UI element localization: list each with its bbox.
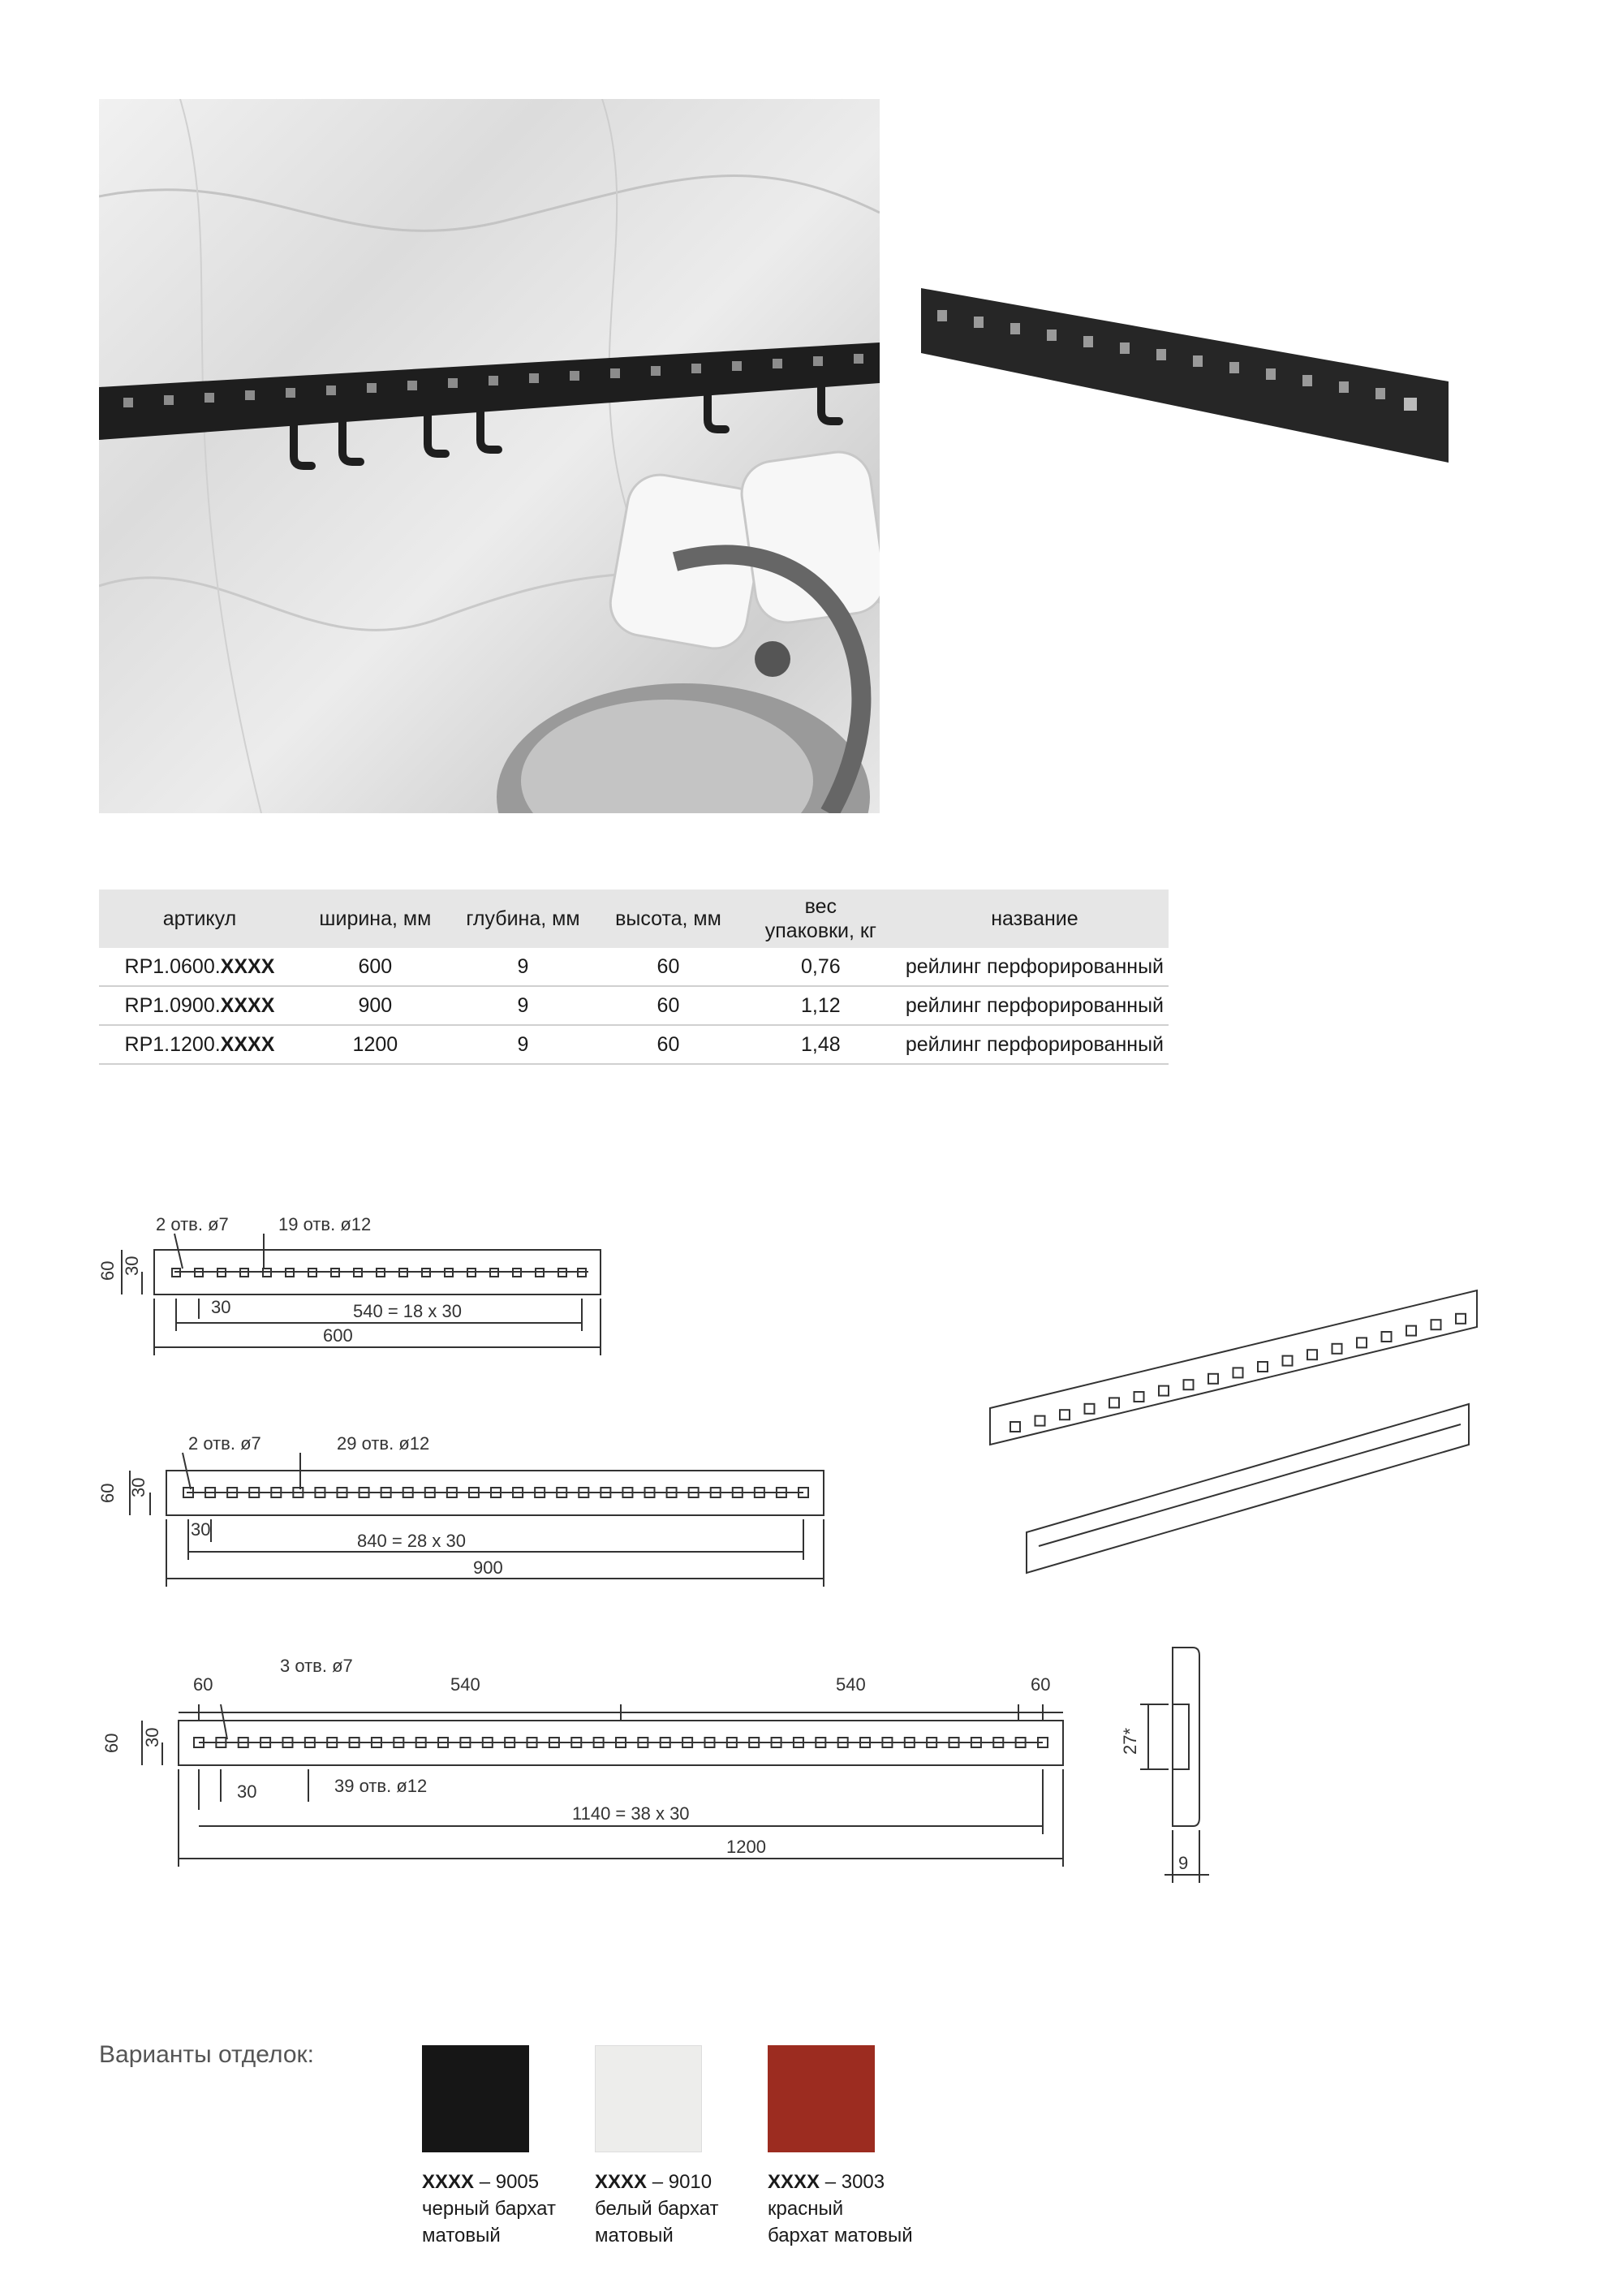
finishes-title: Варианты отделок: [99,2041,314,2068]
cell-article [99,1025,300,1064]
finish-desc-2: бархат матовый [768,2225,913,2246]
dim-900-height: 60 [97,1483,118,1503]
article-prefix: RP1.1200. [124,1032,221,1056]
finish-caption-red [768,2169,938,2249]
cell-article [99,986,300,1025]
finish-code: XXXX [768,2171,820,2193]
finish-desc-1: черный бархат [422,2198,556,2220]
article-prefix: RP1.0600. [124,954,221,978]
dim-1200-pitch: 30 [237,1781,257,1802]
dim-900-span: 840 = 28 x 30 [357,1531,466,1551]
cell-height: 60 [596,986,741,1025]
dim-600-offset: 30 [122,1256,142,1276]
header-weight [741,890,901,948]
header-article: артикул [99,890,300,948]
cell-weight: 1,12 [741,986,901,1025]
finish-caption-black [422,2169,592,2249]
dim-1200-half-left: 540 [450,1674,480,1695]
cell-article [99,948,300,986]
spec-table [99,890,1169,1065]
dim-900-holes-large: 29 отв. ø12 [337,1433,430,1454]
cell-weight: 0,76 [741,948,901,986]
kitchen-photo [99,99,880,813]
rail-photo [921,203,1449,592]
header-name: название [901,890,1169,948]
technical-drawings [0,1185,1623,1899]
table-header-row [99,890,1169,948]
article-suffix: XXXX [220,1032,275,1056]
table-row [99,948,1169,986]
table-row [99,986,1169,1025]
dim-900-offset: 30 [128,1477,149,1497]
dim-600-span: 540 = 18 x 30 [353,1301,462,1321]
cell-weight: 1,48 [741,1025,901,1064]
header-weight-line1: вес [804,895,837,918]
swatch-black [422,2045,529,2152]
header-height: высота, мм [596,890,741,948]
dim-1200-height: 60 [101,1733,122,1753]
dim-1200-half-right: 540 [836,1674,866,1695]
dim-1200-holes-small: 3 отв. ø7 [280,1656,353,1676]
swatch-red [768,2045,875,2152]
finish-desc-2: матовый [422,2225,501,2246]
profile-outline [1173,1648,1199,1826]
header-width: ширина, мм [300,890,450,948]
dim-900-pitch: 30 [191,1519,211,1540]
iso-rail-back [1027,1404,1469,1573]
cell-width: 1200 [300,1025,450,1064]
finish-number: – 9005 [474,2171,540,2193]
dim-600-height: 60 [97,1260,118,1281]
dim-1200-left-margin: 60 [193,1674,213,1695]
dim-1200-holes-large: 39 отв. ø12 [334,1776,428,1796]
article-suffix: XXXX [220,954,275,978]
dim-600-holes-large: 19 отв. ø12 [278,1214,372,1234]
cell-name: рейлинг перфорированный [901,1025,1169,1064]
cell-height: 60 [596,948,741,986]
kitchen-photo-art [99,99,880,813]
dim-600-holes-small: 2 отв. ø7 [156,1214,229,1234]
article-suffix: XXXX [220,993,275,1017]
cell-width: 900 [300,986,450,1025]
finish-number: – 9010 [647,2171,712,2193]
finish-desc-2: матовый [595,2225,674,2246]
dim-900-holes-small: 2 отв. ø7 [188,1433,261,1454]
finish-code: XXXX [422,2171,475,2193]
finish-desc-1: белый бархат [595,2198,719,2220]
finish-desc-1: красный [768,2198,844,2220]
dim-900-length: 900 [473,1557,503,1578]
dim-1200-length: 1200 [726,1837,766,1857]
header-weight-line2: упаковки, кг [764,920,876,942]
finish-number: – 3003 [820,2171,885,2193]
table-row [99,1025,1169,1064]
dim-600-length: 600 [323,1325,353,1346]
dim-600-pitch: 30 [211,1297,231,1317]
cell-depth: 9 [450,948,596,986]
cell-name: рейлинг перфорированный [901,986,1169,1025]
header-depth: глубина, мм [450,890,596,948]
finish-code: XXXX [595,2171,648,2193]
swatch-white [595,2045,702,2152]
finish-caption-white [595,2169,765,2249]
dim-profile-inner-height: 27* [1120,1727,1140,1755]
cell-depth: 9 [450,986,596,1025]
cell-name: рейлинг перфорированный [901,948,1169,986]
cell-width: 600 [300,948,450,986]
dim-1200-span: 1140 = 38 x 30 [572,1803,690,1824]
cell-depth: 9 [450,1025,596,1064]
dim-1200-right-margin: 60 [1031,1674,1051,1695]
article-prefix: RP1.0900. [124,993,221,1017]
rail-photo-art [921,203,1449,592]
cell-height: 60 [596,1025,741,1064]
dim-1200-offset: 30 [142,1727,162,1747]
dim-profile-depth: 9 [1178,1853,1189,1873]
